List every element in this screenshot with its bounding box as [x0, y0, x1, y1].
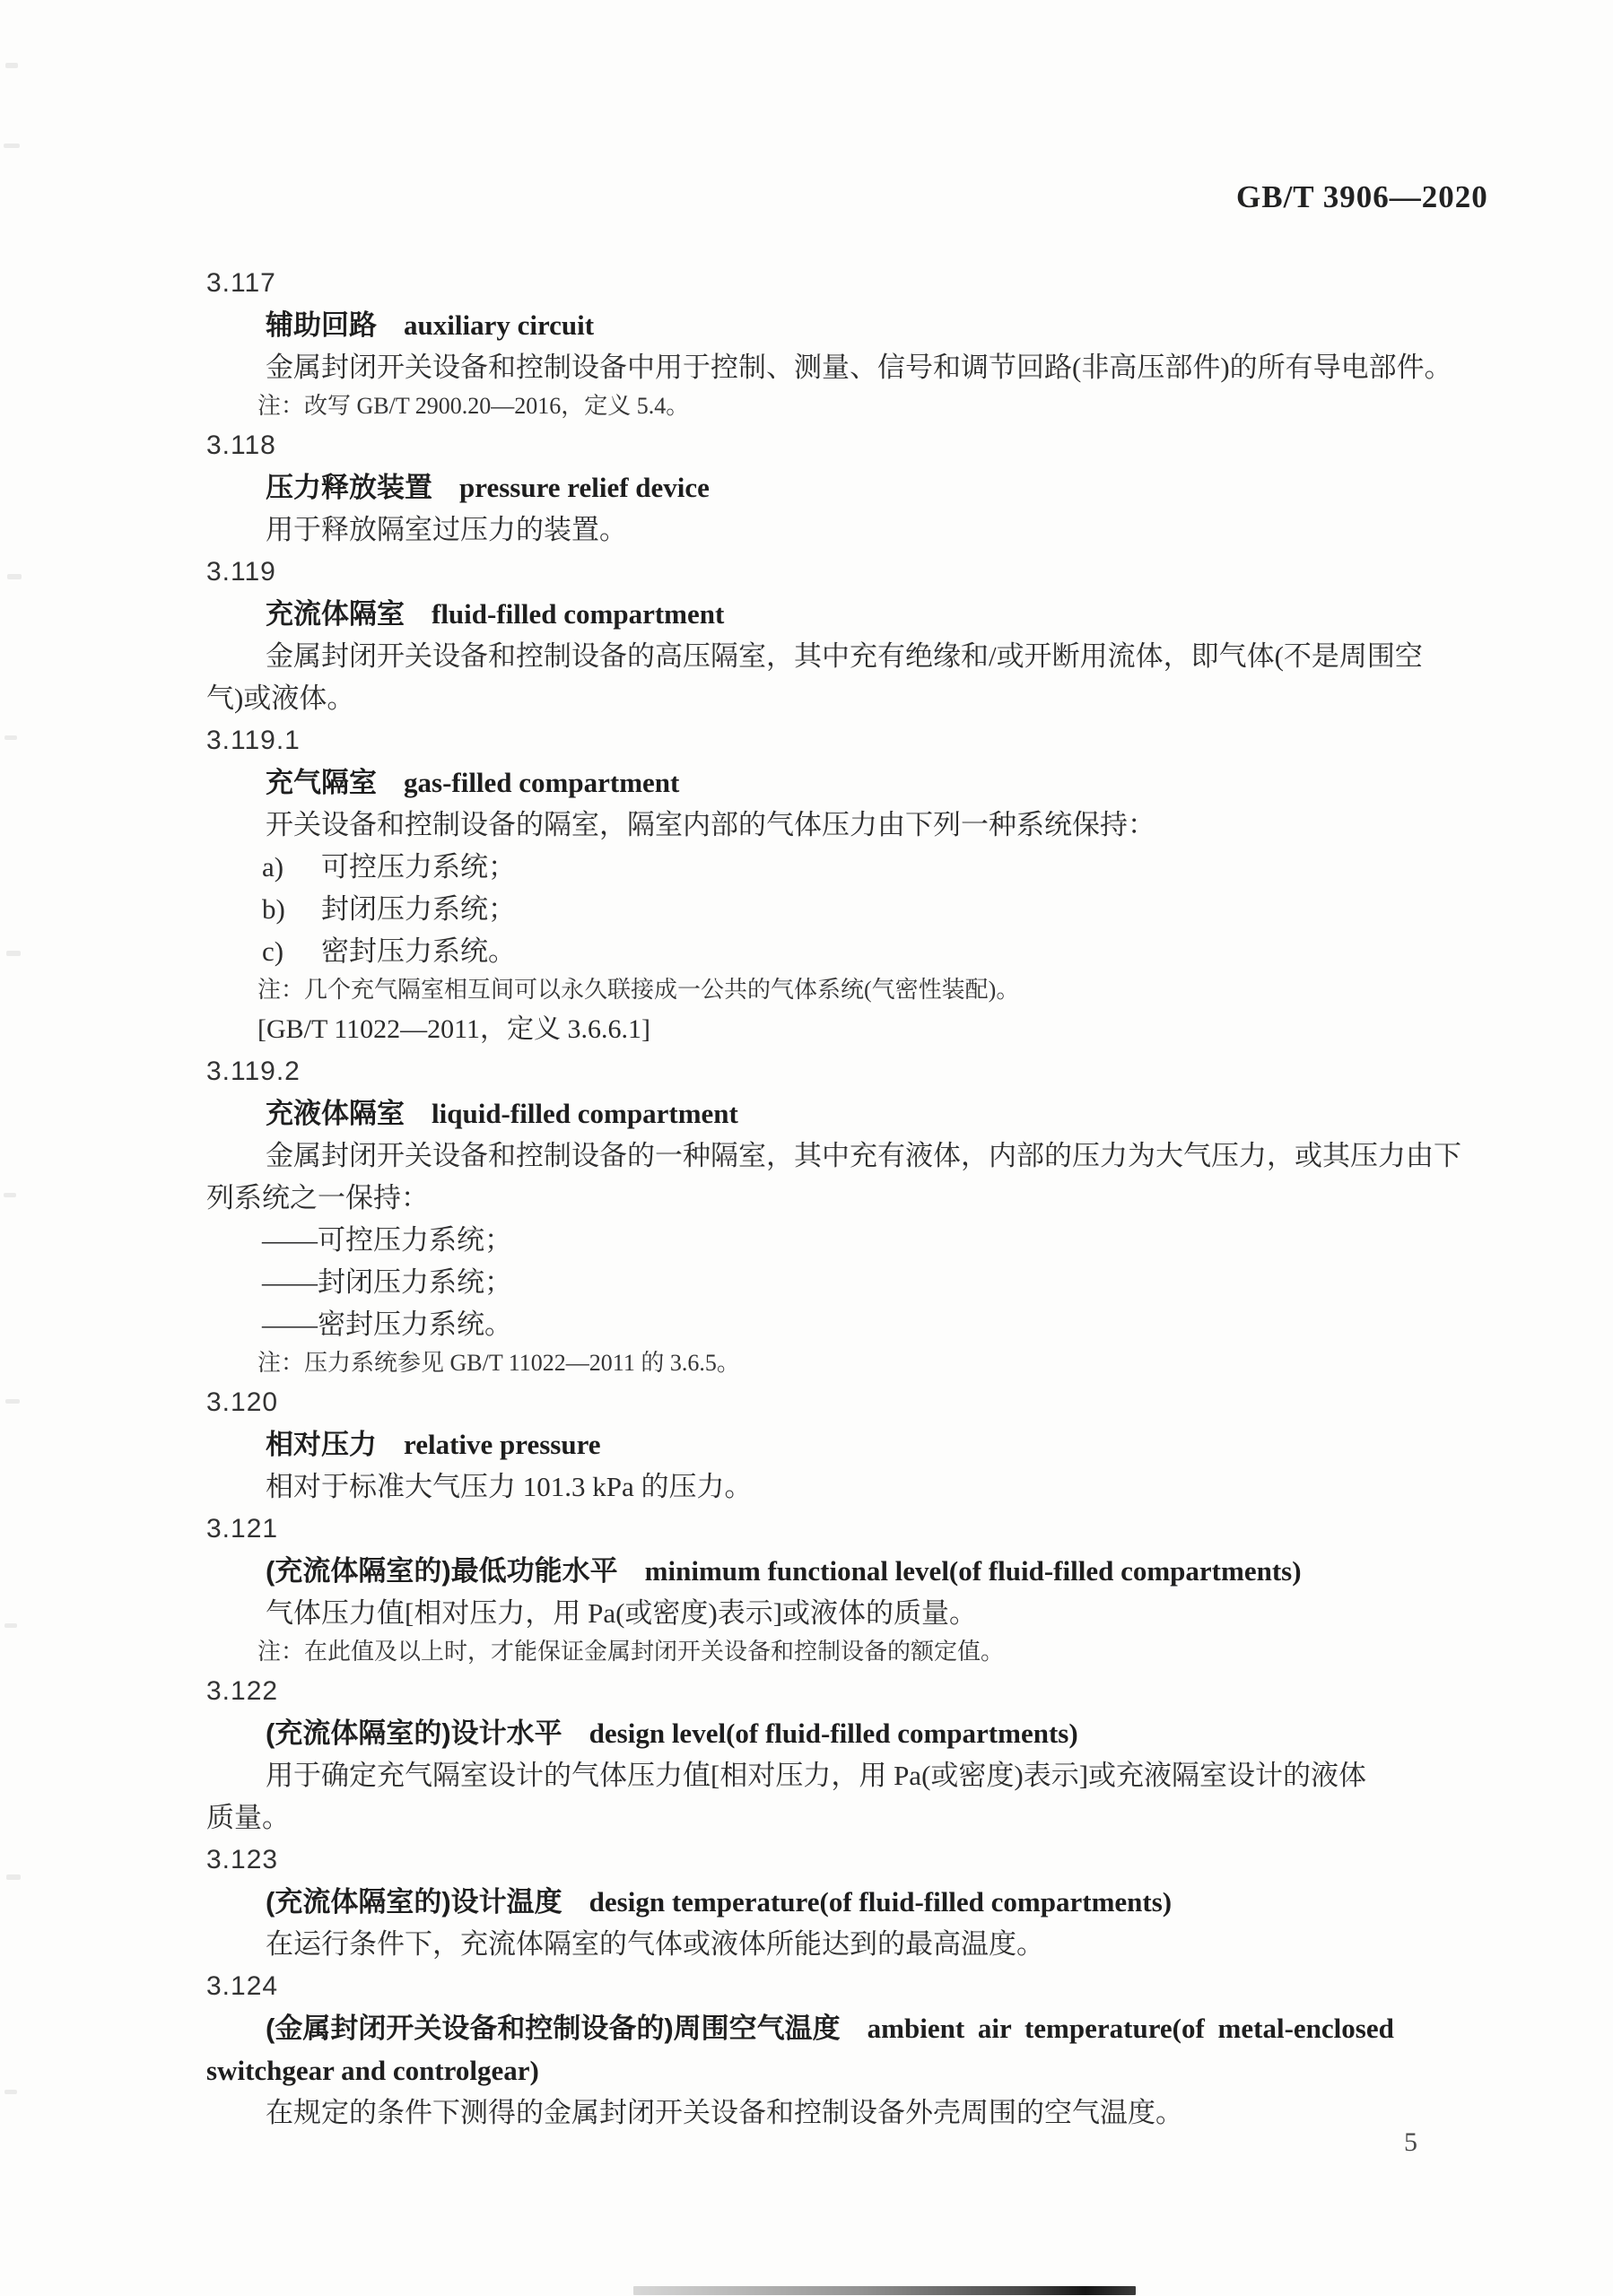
term-line-3122	[206, 1712, 1413, 1754]
section-number-3120: 3.120	[206, 1387, 279, 1417]
definition-line: 在规定的条件下测得的金属封闭开关设备和控制设备外壳周围的空气温度。	[266, 2097, 1183, 2128]
definition-line: 用于释放隔室过压力的装置。	[266, 514, 627, 545]
note-line: 注：在此值及以上时，才能保证金属封闭开关设备和控制设备的额定值。	[257, 1639, 1005, 1665]
term-line-31192	[206, 1092, 1413, 1135]
definition-line: 气)或液体。	[206, 683, 355, 714]
term-en: design temperature(of fluid-filled compartments)	[589, 1886, 1173, 1918]
section-number-3121: 3.121	[206, 1514, 279, 1544]
term-zh: (充流体隔室的)设计水平	[266, 1718, 562, 1749]
term-line-3121	[206, 1550, 1413, 1592]
term-line-3120	[206, 1423, 1413, 1465]
term-zh: 压力释放装置	[266, 472, 432, 503]
definition-line: 气体压力值[相对压力，用 Pa(或密度)表示]或液体的质量。	[266, 1597, 978, 1629]
term-en: ambient air temperature(of metal-enclosed	[867, 2013, 1394, 2044]
term-zh: (充流体隔室的)设计温度	[266, 1886, 562, 1918]
section-number-31191: 3.119.1	[206, 726, 301, 755]
term-en-continuation: switchgear and controlgear)	[206, 2055, 539, 2086]
dash-list-item: ——封闭压力系统；	[262, 1266, 512, 1298]
definition-line: 金属封闭开关设备和控制设备中用于控制、测量、信号和调节回路(非高压部件)的所有导电部件。	[266, 352, 1452, 383]
term-line-31191	[206, 761, 1413, 804]
term-line-3118	[206, 466, 1413, 509]
term-zh: 充流体隔室	[266, 598, 405, 630]
list-item-c	[206, 930, 1413, 972]
term-line-3124	[206, 2007, 1413, 2049]
definition-line: 列系统之一保持：	[206, 1182, 429, 1213]
list-text: 封闭压力系统；	[321, 893, 516, 925]
term-zh: 充液体隔室	[266, 1098, 405, 1129]
definition-line: 用于确定充气隔室设计的气体压力值[相对压力，用 Pa(或密度)表示]或充液隔室设计的液体	[266, 1760, 1367, 1791]
standard-code-header: GB/T 3906—2020	[1236, 179, 1488, 214]
term-en: relative pressure	[404, 1429, 601, 1460]
section-number-3118: 3.118	[206, 430, 276, 460]
list-text: 可控压力系统；	[321, 851, 516, 883]
page-number: 5	[1404, 2127, 1417, 2157]
source-reference: [GB/T 11022—2011，定义 3.6.6.1]	[257, 1014, 651, 1044]
term-en: liquid-filled compartment	[432, 1098, 738, 1129]
definition-line: 相对于标准大气压力 101.3 kPa 的压力。	[266, 1471, 753, 1502]
dash-list-item: ——可控压力系统；	[262, 1224, 512, 1256]
list-label: c)	[262, 935, 284, 967]
section-number-3117: 3.117	[206, 268, 276, 298]
section-number-3123: 3.123	[206, 1845, 279, 1874]
term-zh: (充流体隔室的)最低功能水平	[266, 1555, 618, 1587]
term-zh: 相对压力	[266, 1429, 377, 1460]
list-item-b	[206, 888, 1413, 930]
note-line: 注：改写 GB/T 2900.20—2016，定义 5.4。	[257, 393, 690, 419]
term-en: fluid-filled compartment	[432, 598, 725, 630]
section-number-3124: 3.124	[206, 1971, 279, 2001]
term-en: pressure relief device	[459, 472, 710, 503]
note-line: 注：压力系统参见 GB/T 11022—2011 的 3.6.5。	[257, 1350, 740, 1376]
list-item-a	[206, 846, 1413, 888]
definition-line: 金属封闭开关设备和控制设备的一种隔室，其中充有液体，内部的压力为大气压力，或其压力由下	[266, 1140, 1461, 1171]
definition-line: 在运行条件下，充流体隔室的气体或液体所能达到的最高温度。	[266, 1928, 1044, 1960]
term-zh: (金属封闭开关设备和控制设备的)周围空气温度	[266, 2013, 841, 2044]
term-en: gas-filled compartment	[404, 767, 680, 798]
list-label: a)	[262, 851, 284, 883]
term-line-3119	[206, 593, 1413, 635]
section-number-31192: 3.119.2	[206, 1057, 301, 1086]
term-en: design level(of fluid-filled compartments)	[589, 1718, 1078, 1749]
note-line: 注：几个充气隔室相互间可以永久联接成一公共的气体系统(气密性装配)。	[257, 977, 1020, 1003]
definition-line: 开关设备和控制设备的隔室，隔室内部的气体压力由下列一种系统保持：	[266, 809, 1155, 840]
term-zh: 辅助回路	[266, 309, 377, 341]
scan-artifact-bar	[633, 2286, 1136, 2295]
definition-line: 金属封闭开关设备和控制设备的高压隔室，其中充有绝缘和/或开断用流体，即气体(不是周围空	[266, 640, 1423, 672]
section-number-3122: 3.122	[206, 1676, 279, 1706]
list-text: 密封压力系统。	[321, 935, 516, 967]
term-zh: 充气隔室	[266, 767, 377, 798]
term-line-3117	[206, 304, 1413, 346]
definition-line: 质量。	[206, 1802, 290, 1833]
list-label: b)	[262, 893, 285, 925]
term-en: minimum functional level(of fluid-filled compartments)	[644, 1555, 1302, 1587]
section-number-3119: 3.119	[206, 557, 276, 587]
terminology-content	[206, 262, 1461, 2134]
dash-list-item: ——密封压力系统。	[262, 1309, 512, 1340]
term-line-3123	[206, 1881, 1413, 1923]
term-en: auxiliary circuit	[404, 309, 595, 341]
